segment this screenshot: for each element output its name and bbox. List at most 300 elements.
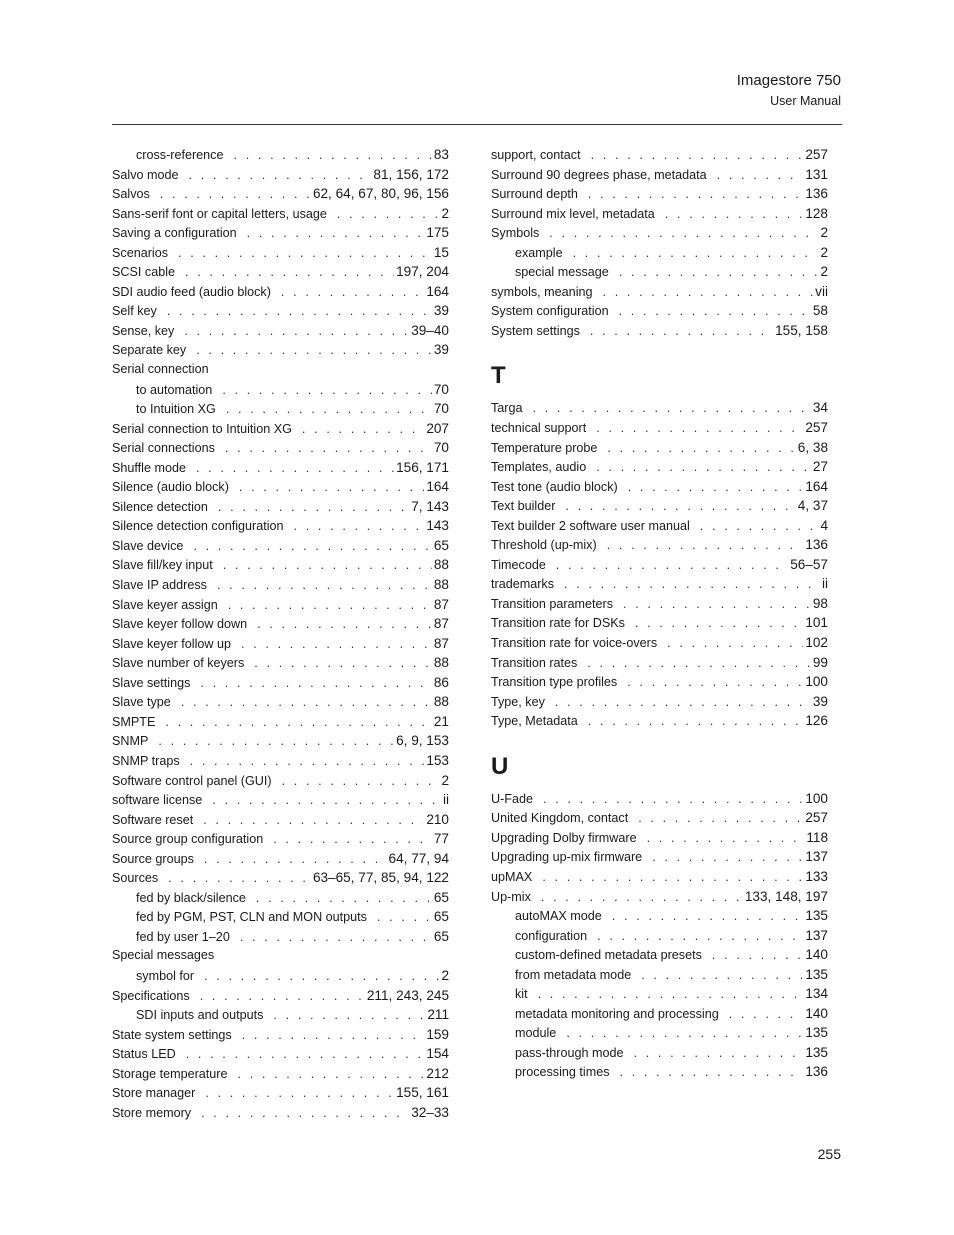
index-term: to automation <box>136 382 213 397</box>
index-entry <box>491 613 828 633</box>
index-term: processing times <box>515 1065 610 1080</box>
index-subentry <box>491 1043 828 1063</box>
index-entry <box>491 653 828 673</box>
page-references: 99 <box>812 654 828 670</box>
index-term: configuration <box>515 928 588 943</box>
index-column-left <box>112 145 449 1122</box>
dot-leader <box>549 224 818 244</box>
index-term: from metadata mode <box>515 967 632 982</box>
index-term: Slave device <box>112 538 184 553</box>
dot-leader <box>273 830 432 850</box>
index-term: Status LED <box>112 1047 176 1062</box>
index-entry <box>491 867 828 887</box>
index-term: special message <box>515 265 609 280</box>
page-references: 118 <box>806 829 828 845</box>
index-term: Slave settings <box>112 675 191 690</box>
index-term: Separate key <box>112 343 187 358</box>
index-entry <box>112 673 449 693</box>
page-references: 137 <box>805 927 828 943</box>
index-entry <box>491 457 828 477</box>
dot-leader <box>538 985 804 1005</box>
index-term: Transition rate for voice-overs <box>491 636 658 651</box>
index-term: Temperature probe <box>491 440 598 455</box>
page-references: 137 <box>805 849 828 865</box>
page-references: 4, 37 <box>797 498 828 514</box>
dot-leader <box>218 498 409 518</box>
dot-leader <box>282 772 440 792</box>
dot-leader <box>196 459 394 479</box>
index-term: Scenarios <box>112 245 169 260</box>
index-term: Transition rate for DSKs <box>491 616 625 631</box>
index-entry <box>112 614 449 634</box>
page-references: 2 <box>820 264 828 280</box>
dot-leader <box>302 420 424 440</box>
page-references: 155, 161 <box>396 1085 449 1101</box>
page-references: 136 <box>805 537 828 553</box>
dot-leader <box>185 263 394 283</box>
index-entry <box>112 712 449 732</box>
page-references: 58 <box>812 303 828 319</box>
page-references: ii <box>821 576 828 592</box>
dot-leader <box>239 478 424 498</box>
index-entry <box>112 692 449 712</box>
index-entry <box>491 496 828 516</box>
index-term: Slave IP address <box>112 578 207 593</box>
page-references: 7, 143 <box>411 498 449 514</box>
index-term: Silence detection <box>112 499 208 514</box>
page-references: 154 <box>426 1046 449 1062</box>
index-term: Symbols <box>491 226 540 241</box>
dot-leader <box>647 829 805 849</box>
index-term: Software reset <box>112 812 194 827</box>
index-entry <box>491 692 828 712</box>
index-subentry <box>491 1004 828 1024</box>
page-references: 257 <box>805 810 828 826</box>
dot-leader <box>281 283 424 303</box>
index-subentry <box>491 984 828 1004</box>
page-references: 70 <box>433 401 449 417</box>
page-references: 56–57 <box>790 556 828 572</box>
index-entry <box>112 1103 449 1123</box>
dot-leader <box>597 927 803 947</box>
index-term: autoMAX mode <box>515 909 602 924</box>
index-term: Salvo mode <box>112 167 179 182</box>
index-term: Store memory <box>112 1105 192 1120</box>
index-term: Surround 90 degrees phase, metadata <box>491 167 707 182</box>
index-entry <box>112 1083 449 1103</box>
dot-leader <box>241 635 432 655</box>
dot-leader <box>203 811 424 831</box>
page-references: 27 <box>812 459 828 475</box>
dot-leader <box>186 1045 425 1065</box>
index-term: Slave keyer follow down <box>112 617 248 632</box>
index-term: Serial connection to Intuition XG <box>112 421 292 436</box>
index-term: Type, key <box>491 694 545 709</box>
index-term: example <box>515 245 563 260</box>
index-subentry <box>112 1005 449 1025</box>
index-term: Upgrading Dolby firmware <box>491 830 637 845</box>
index-term: symbols, meaning <box>491 284 593 299</box>
dot-leader <box>541 888 743 908</box>
page-header <box>737 72 841 109</box>
page-references: 87 <box>433 635 449 651</box>
dot-leader <box>590 322 773 342</box>
index-entry <box>491 438 828 458</box>
index-entry <box>112 282 449 302</box>
page-references: 159 <box>426 1026 449 1042</box>
index-entry <box>491 887 828 907</box>
page-references: 83 <box>433 147 449 162</box>
index-subentry <box>112 888 449 908</box>
index-entry <box>112 751 449 771</box>
index-term: SDI audio feed (audio block) <box>112 284 271 299</box>
dot-leader <box>217 576 432 596</box>
index-entry <box>112 653 449 673</box>
page-references: 131 <box>805 166 828 182</box>
page-references: 175 <box>426 225 449 241</box>
dot-leader <box>635 614 803 634</box>
index-entry <box>491 477 828 497</box>
index-term: Text builder <box>491 499 556 514</box>
index-subentry <box>112 145 449 165</box>
index-term: Slave fill/key input <box>112 558 213 573</box>
page-references: 257 <box>805 147 828 162</box>
index-subentry <box>112 907 449 927</box>
dot-leader <box>200 674 431 694</box>
dot-leader <box>238 1065 425 1085</box>
dot-leader <box>337 205 440 225</box>
section-spacer <box>491 340 828 359</box>
index-entry <box>112 516 449 536</box>
index-term: Slave keyer follow up <box>112 636 232 651</box>
dot-leader <box>619 263 819 283</box>
index-term: Store manager <box>112 1086 196 1101</box>
dot-leader <box>201 1104 409 1124</box>
index-entry <box>491 535 828 555</box>
page-references: 39–40 <box>411 322 449 338</box>
index-term: Serial connections <box>112 441 215 456</box>
dot-leader <box>596 419 803 439</box>
page-references: 4 <box>820 517 828 533</box>
page-references: 156, 171 <box>396 459 449 475</box>
index-letter-heading-t: T <box>491 362 506 390</box>
index-term: Type, Metadata <box>491 714 578 729</box>
index-entry <box>491 165 828 185</box>
index-term: support, contact <box>491 148 581 162</box>
index-term: Source groups <box>112 851 194 866</box>
index-entry <box>491 574 828 594</box>
page-references: 135 <box>805 966 828 982</box>
index-entry <box>112 595 449 615</box>
index-subentry <box>491 1023 828 1043</box>
page-references: 88 <box>433 577 449 593</box>
index-term: pass-through mode <box>515 1045 624 1060</box>
index-term: Templates, audio <box>491 460 587 475</box>
page-references: vii <box>815 283 828 299</box>
index-term: Storage temperature <box>112 1066 228 1081</box>
index-entry <box>491 321 828 341</box>
index-term: SDI inputs and outputs <box>136 1008 264 1023</box>
index-term: Sans-serif font or capital letters, usage <box>112 206 327 221</box>
dot-leader <box>254 654 432 674</box>
index-entry <box>112 340 449 360</box>
dot-leader <box>223 556 432 576</box>
page-references: 212 <box>426 1065 449 1081</box>
dot-leader <box>205 1084 394 1104</box>
index-entry <box>112 555 449 575</box>
page-references: 140 <box>805 1005 828 1021</box>
page-references: 6, 9, 153 <box>396 733 449 749</box>
dot-leader <box>619 302 811 322</box>
dot-leader <box>542 868 803 888</box>
page-references: 211, 243, 245 <box>366 987 449 1003</box>
page-references: 207 <box>426 420 449 436</box>
page-references: 88 <box>433 557 449 573</box>
dot-leader <box>638 809 803 829</box>
index-entry <box>491 808 828 828</box>
page-references: 6, 38 <box>797 439 828 455</box>
page-references: 140 <box>805 947 828 963</box>
page-references: 65 <box>433 889 449 905</box>
document-subtitle: User Manual <box>770 94 841 108</box>
page-references: 98 <box>812 595 828 611</box>
index-term: Salvos <box>112 187 150 202</box>
dot-leader <box>627 673 803 693</box>
dot-leader <box>641 966 803 986</box>
index-term: symbol for <box>136 968 195 983</box>
dot-leader <box>181 693 432 713</box>
dot-leader <box>717 166 804 186</box>
index-subentry <box>491 926 828 946</box>
dot-leader <box>190 752 425 772</box>
dot-leader <box>228 596 432 616</box>
dot-leader <box>591 146 804 166</box>
page-references: 133, 148, 197 <box>744 888 828 904</box>
dot-leader <box>196 341 432 361</box>
index-entry <box>491 204 828 224</box>
index-letter-heading-u: U <box>491 752 509 780</box>
index-term: Timecode <box>491 557 546 572</box>
page-references: 77 <box>433 831 449 847</box>
index-subentry <box>491 262 828 282</box>
dot-leader <box>200 987 365 1007</box>
index-entry <box>112 1064 449 1084</box>
dot-leader <box>158 732 394 752</box>
page-references: 164 <box>426 479 449 495</box>
page-references: 126 <box>805 713 828 729</box>
index-term: Silence (audio block) <box>112 480 229 495</box>
index-term: Slave keyer assign <box>112 597 218 612</box>
page-references: 63–65, 77, 85, 94, 122 <box>312 870 449 886</box>
page-references: 257 <box>805 420 828 436</box>
dot-leader <box>160 185 311 205</box>
index-entry <box>112 262 449 282</box>
index-term: software license <box>112 793 203 808</box>
index-term: fed by PGM, PST, CLN and MON outputs <box>136 910 367 925</box>
index-term: trademarks <box>491 577 554 592</box>
dot-leader <box>588 185 803 205</box>
index-subentry <box>491 1062 828 1082</box>
dot-leader <box>564 575 820 595</box>
index-term: State system settings <box>112 1027 232 1042</box>
index-entry <box>112 204 449 224</box>
index-entry <box>112 849 449 869</box>
index-entry <box>112 790 449 810</box>
index-entry <box>491 282 828 302</box>
index-term: Sense, key <box>112 323 175 338</box>
header-rule <box>112 124 842 125</box>
index-term: Source group configuration <box>112 832 264 847</box>
dot-leader <box>665 205 804 225</box>
page-references: 2 <box>441 967 449 983</box>
dot-leader <box>607 536 804 556</box>
page-references: 136 <box>805 186 828 202</box>
page-references: 65 <box>433 909 449 925</box>
dot-leader <box>623 595 811 615</box>
dot-leader <box>603 283 814 303</box>
dot-leader <box>240 928 432 948</box>
index-term: Transition type profiles <box>491 675 618 690</box>
index-term: United Kingdom, contact <box>491 811 629 826</box>
page-references: 197, 204 <box>396 264 449 280</box>
index-term: Targa <box>491 401 523 416</box>
index-term: metadata monitoring and processing <box>515 1006 719 1021</box>
dot-leader <box>566 1024 803 1044</box>
index-term: Up-mix <box>491 889 531 904</box>
page-references: 87 <box>433 596 449 612</box>
index-entry <box>112 1044 449 1064</box>
index-entry <box>491 633 828 653</box>
index-term: Serial connection <box>112 362 209 377</box>
index-entry <box>491 711 828 731</box>
index-subentry <box>491 906 828 926</box>
index-entry <box>491 828 828 848</box>
index-entry <box>112 731 449 751</box>
index-entry <box>112 243 449 263</box>
index-entry <box>112 771 449 791</box>
page-references: 32–33 <box>411 1104 449 1120</box>
index-subentry <box>491 945 828 965</box>
index-section-t <box>491 398 828 730</box>
index-entry <box>112 536 449 556</box>
dot-leader <box>242 1026 425 1046</box>
dot-leader <box>667 634 803 654</box>
index-term: Test tone (audio block) <box>491 479 618 494</box>
page-references: 100 <box>805 674 828 690</box>
index-term: System settings <box>491 323 580 338</box>
index-term: Sources <box>112 871 159 886</box>
index-subentry <box>112 927 449 947</box>
index-entry <box>112 301 449 321</box>
index-term: Software control panel (GUI) <box>112 773 272 788</box>
dot-leader <box>628 478 804 498</box>
page-references: 153 <box>426 752 449 768</box>
page-references: 2 <box>441 772 449 788</box>
index-entry <box>491 516 828 536</box>
index-term: module <box>515 1026 557 1041</box>
index-entry <box>112 477 449 497</box>
dot-leader <box>247 224 425 244</box>
index-term: U-Fade <box>491 791 533 806</box>
page-references: 101 <box>805 615 828 631</box>
index-term: Slave number of keyers <box>112 656 245 671</box>
dot-leader <box>178 244 432 264</box>
index-term: Self key <box>112 304 157 319</box>
page-references: 100 <box>805 790 828 806</box>
dot-leader <box>193 537 431 557</box>
index-entry <box>112 438 449 458</box>
index-entry <box>112 1025 449 1045</box>
page-references: 2 <box>820 244 828 260</box>
index-term: custom-defined metadata presets <box>515 948 702 963</box>
index-subentry <box>491 965 828 985</box>
page-references: 70 <box>433 440 449 456</box>
dot-leader <box>225 439 432 459</box>
page-references: 15 <box>433 244 449 260</box>
page-references: 2 <box>820 225 828 241</box>
dot-leader <box>257 615 432 635</box>
index-subentry <box>112 380 449 400</box>
dot-leader <box>587 654 811 674</box>
page-references: 102 <box>805 635 828 651</box>
index-term: Shuffle mode <box>112 460 186 475</box>
index-column-right <box>491 145 828 1082</box>
index-term: Surround depth <box>491 187 578 202</box>
dot-leader <box>533 399 811 419</box>
page-references: 135 <box>805 1044 828 1060</box>
index-term: Text builder 2 software user manual <box>491 518 690 533</box>
dot-leader <box>167 302 432 322</box>
index-term: Transition parameters <box>491 596 614 611</box>
index-entry <box>112 634 449 654</box>
index-term: Threshold (up-mix) <box>491 538 597 553</box>
dot-leader <box>226 400 432 420</box>
index-term: Slave type <box>112 695 171 710</box>
page-references: 211 <box>427 1007 449 1023</box>
index-entry <box>112 360 449 380</box>
index-term: Specifications <box>112 988 190 1003</box>
page-references: 65 <box>433 928 449 944</box>
index-term: fed by black/silence <box>136 890 246 905</box>
index-entry <box>491 145 828 165</box>
index-entry <box>112 419 449 439</box>
dot-leader <box>729 1005 804 1025</box>
page-references: 70 <box>433 381 449 397</box>
index-subentry <box>491 243 828 263</box>
index-term: SNMP traps <box>112 753 180 768</box>
index-entry <box>112 184 449 204</box>
index-entry <box>112 321 449 341</box>
page-references: 21 <box>433 713 449 729</box>
page-references: 143 <box>426 518 449 534</box>
page-references: 2 <box>441 205 449 221</box>
page-references: 133 <box>805 868 828 884</box>
dot-leader <box>294 517 425 537</box>
dot-leader <box>612 907 804 927</box>
index-term: System configuration <box>491 304 609 319</box>
index-term: fed by user 1–20 <box>136 929 230 944</box>
page-references: 39 <box>433 303 449 319</box>
page-references: 39 <box>812 693 828 709</box>
index-entry <box>491 418 828 438</box>
index-entry <box>112 810 449 830</box>
index-entry <box>491 223 828 243</box>
index-entry <box>491 301 828 321</box>
dot-leader <box>543 790 803 810</box>
index-entry <box>491 594 828 614</box>
index-section-s <box>491 145 828 340</box>
index-entry <box>112 829 449 849</box>
